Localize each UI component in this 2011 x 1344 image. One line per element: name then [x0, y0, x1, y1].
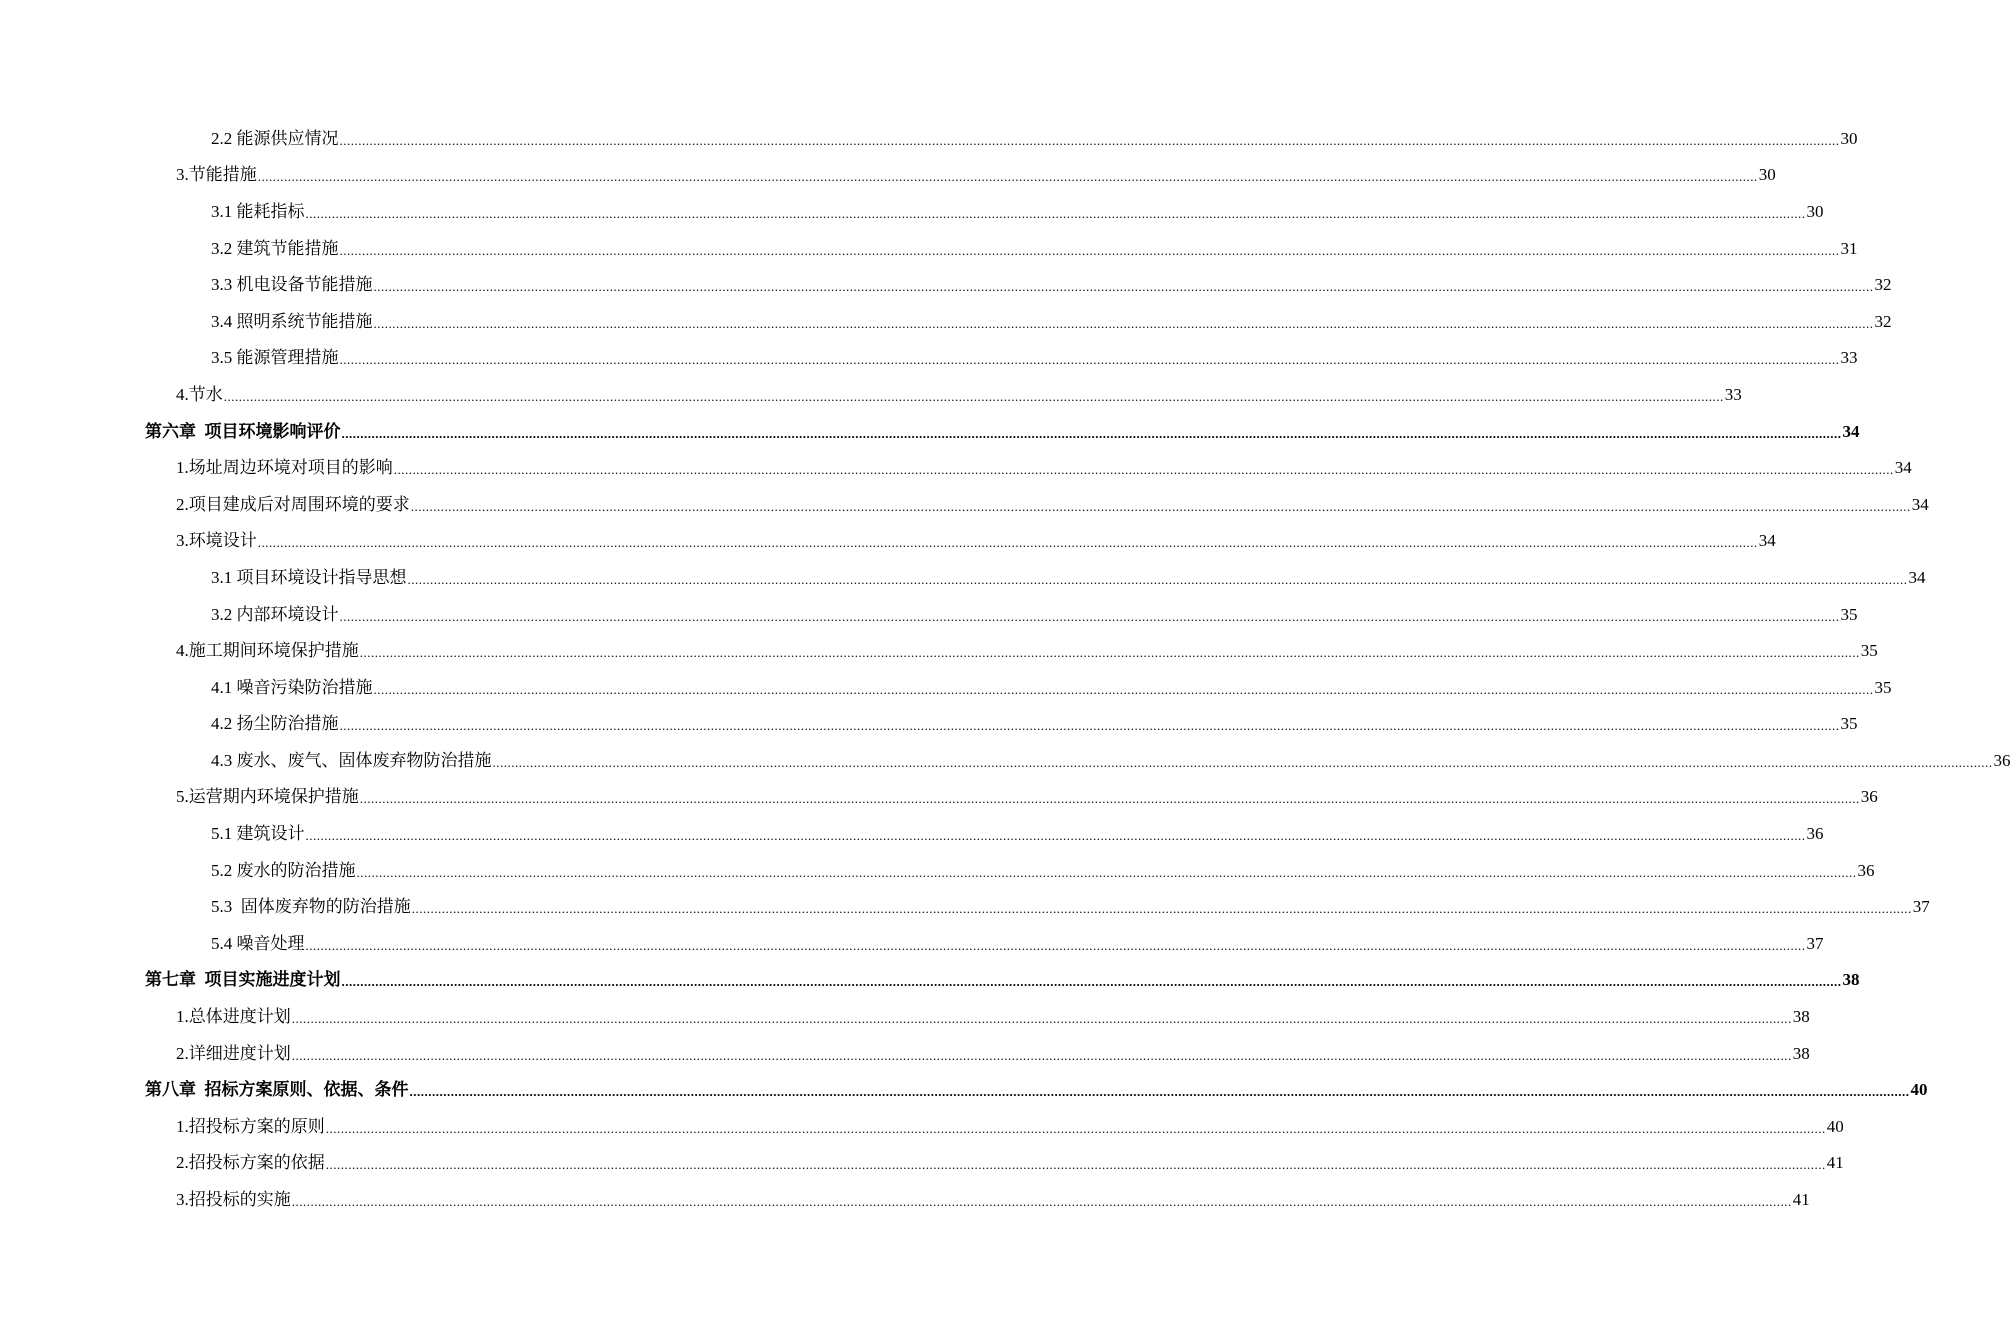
toc-entry-title: 3.2 建筑节能措施 — [211, 238, 339, 258]
toc-dot-leader: ................................................................................................................................................................................................................................................................................................................................................................................................................ — [291, 1047, 1792, 1063]
toc-entry-title: 4.3 废水、废气、固体废弃物防治措施 — [211, 750, 492, 770]
toc-entry-title: 1.场址周边环境对项目的影响 — [176, 458, 393, 478]
toc-entry-title: 3.1 项目环境设计指导思想 — [211, 567, 407, 587]
toc-entry[interactable] — [0, 376, 1742, 413]
toc-entry-title: 3.3 机电设备节能措施 — [211, 275, 373, 295]
toc-dot-leader: ................................................................................................................................................................................................................................................................................................................................................................................................................ — [325, 1120, 1826, 1136]
toc-dot-leader: ................................................................................................................................................................................................................................................................................................................................................................................................................ — [359, 645, 1860, 661]
toc-dot-leader: ................................................................................................................................................................................................................................................................................................................................................................................................................ — [410, 498, 1911, 514]
toc-dot-leader: ................................................................................................................................................................................................................................................................................................................................................................................................................ — [492, 754, 1993, 770]
toc-entry[interactable] — [0, 742, 2011, 779]
toc-entry-title: 第八章 招标方案原则、依据、条件 — [145, 1080, 409, 1100]
toc-entry[interactable] — [0, 1145, 1844, 1182]
toc-entry-page-number: 40 — [1826, 1116, 1844, 1136]
toc-entry-title: 4.1 噪音污染防治措施 — [211, 677, 373, 697]
toc-dot-leader: ................................................................................................................................................................................................................................................................................................................................................................................................................ — [339, 132, 1840, 148]
toc-entry-page-number: 30 — [1840, 128, 1858, 148]
toc-entry[interactable] — [0, 1108, 1844, 1145]
toc-entry-page-number: 31 — [1840, 238, 1858, 258]
toc-dot-leader: ................................................................................................................................................................................................................................................................................................................................................................................................................ — [291, 1011, 1792, 1027]
toc-entry-title: 第六章 项目环境影响评价 — [145, 421, 341, 441]
toc-dot-leader: ................................................................................................................................................................................................................................................................................................................................................................................................................ — [223, 388, 1724, 404]
toc-entry-page-number: 41 — [1826, 1153, 1844, 1173]
toc-entry-page-number: 30 — [1758, 165, 1776, 185]
toc-entry-title: 3.2 内部环境设计 — [211, 604, 339, 624]
toc-entry[interactable] — [0, 230, 1858, 267]
toc-dot-leader: ................................................................................................................................................................................................................................................................................................................................................................................................................ — [257, 535, 1758, 551]
toc-entry-page-number: 38 — [1842, 970, 1860, 990]
toc-entry-title: 2.详细进度计划 — [176, 1043, 291, 1063]
toc-dot-leader: ................................................................................................................................................................................................................................................................................................................................................................................................................ — [339, 608, 1840, 624]
toc-dot-leader: ................................................................................................................................................................................................................................................................................................................................................................................................................ — [341, 425, 1842, 441]
toc-dot-leader: ................................................................................................................................................................................................................................................................................................................................................................................................................ — [393, 462, 1894, 478]
toc-entry-title: 5.运营期内环境保护措施 — [176, 787, 359, 807]
toc-entry-page-number: 32 — [1874, 275, 1892, 295]
toc-dot-leader: ................................................................................................................................................................................................................................................................................................................................................................................................................ — [341, 974, 1842, 990]
toc-entry-page-number: 32 — [1874, 311, 1892, 331]
toc-dot-leader: ................................................................................................................................................................................................................................................................................................................................................................................................................ — [409, 1084, 1910, 1100]
toc-entry-title: 3.1 能耗指标 — [211, 201, 305, 221]
toc-entry[interactable] — [0, 632, 1878, 669]
toc-dot-leader: ................................................................................................................................................................................................................................................................................................................................................................................................................ — [373, 315, 1874, 331]
toc-entry-page-number: 36 — [1860, 787, 1878, 807]
toc-entry-page-number: 33 — [1724, 384, 1742, 404]
toc-entry-page-number: 34 — [1908, 567, 1926, 587]
toc-dot-leader: ................................................................................................................................................................................................................................................................................................................................................................................................................ — [359, 791, 1860, 807]
toc-entry-page-number: 37 — [1912, 897, 1930, 917]
toc-entry-title: 4.施工期间环境保护措施 — [176, 641, 359, 661]
toc-entry[interactable] — [0, 962, 1860, 999]
toc-entry-title: 3.招投标的实施 — [176, 1190, 291, 1210]
toc-entry[interactable] — [0, 815, 1824, 852]
toc-entry-title: 4.节水 — [176, 384, 223, 404]
toc-entry-page-number: 36 — [1993, 750, 2011, 770]
table-of-contents — [0, 120, 2011, 1218]
toc-entry[interactable] — [0, 486, 1929, 523]
toc-entry-page-number: 36 — [1857, 860, 1875, 880]
toc-entry[interactable] — [0, 1071, 1928, 1108]
toc-entry[interactable] — [0, 852, 1875, 889]
toc-entry-title: 3.节能措施 — [176, 165, 257, 185]
toc-entry-page-number: 36 — [1806, 824, 1824, 844]
toc-dot-leader: ................................................................................................................................................................................................................................................................................................................................................................................................................ — [373, 681, 1874, 697]
toc-dot-leader: ................................................................................................................................................................................................................................................................................................................................................................................................................ — [407, 571, 1908, 587]
toc-entry-title: 1.总体进度计划 — [176, 1007, 291, 1027]
toc-entry-title: 3.4 照明系统节能措施 — [211, 311, 373, 331]
toc-dot-leader: ................................................................................................................................................................................................................................................................................................................................................................................................................ — [339, 242, 1840, 258]
toc-entry[interactable] — [0, 669, 1892, 706]
toc-entry-page-number: 34 — [1894, 458, 1912, 478]
toc-dot-leader: ................................................................................................................................................................................................................................................................................................................................................................................................................ — [373, 279, 1874, 295]
toc-entry[interactable] — [0, 559, 1926, 596]
toc-dot-leader: ................................................................................................................................................................................................................................................................................................................................................................................................................ — [411, 901, 1912, 917]
toc-entry-title: 2.招投标方案的依据 — [176, 1153, 325, 1173]
toc-entry-page-number: 41 — [1792, 1190, 1810, 1210]
toc-entry-page-number: 35 — [1860, 641, 1878, 661]
toc-dot-leader: ................................................................................................................................................................................................................................................................................................................................................................................................................ — [305, 205, 1806, 221]
toc-entry-page-number: 38 — [1792, 1007, 1810, 1027]
toc-entry-page-number: 35 — [1840, 714, 1858, 734]
toc-dot-leader: ................................................................................................................................................................................................................................................................................................................................................................................................................ — [291, 1194, 1792, 1210]
toc-entry[interactable] — [0, 193, 1824, 230]
toc-entry[interactable] — [0, 449, 1912, 486]
toc-entry[interactable] — [0, 596, 1858, 633]
toc-entry[interactable] — [0, 998, 1810, 1035]
toc-dot-leader: ................................................................................................................................................................................................................................................................................................................................................................................................................ — [339, 352, 1840, 368]
toc-entry[interactable] — [0, 1035, 1810, 1072]
toc-entry-title: 5.2 废水的防治措施 — [211, 860, 356, 880]
toc-entry-title: 2.项目建成后对周围环境的要求 — [176, 494, 410, 514]
toc-entry-page-number: 35 — [1874, 677, 1892, 697]
toc-entry[interactable] — [0, 413, 1860, 450]
toc-entry-page-number: 38 — [1792, 1043, 1810, 1063]
toc-entry-title: 3.5 能源管理措施 — [211, 348, 339, 368]
toc-entry-page-number: 33 — [1840, 348, 1858, 368]
toc-entry-page-number: 37 — [1806, 933, 1824, 953]
toc-entry-page-number: 40 — [1910, 1080, 1928, 1100]
toc-entry[interactable] — [0, 120, 1858, 157]
toc-entry[interactable] — [0, 1181, 1810, 1218]
toc-entry-title: 5.4 噪音处理 — [211, 933, 305, 953]
toc-dot-leader: ................................................................................................................................................................................................................................................................................................................................................................................................................ — [339, 718, 1840, 734]
toc-entry[interactable] — [0, 888, 1930, 925]
toc-entry-page-number: 35 — [1840, 604, 1858, 624]
toc-entry[interactable] — [0, 706, 1858, 743]
toc-entry-title: 4.2 扬尘防治措施 — [211, 714, 339, 734]
toc-dot-leader: ................................................................................................................................................................................................................................................................................................................................................................................................................ — [305, 937, 1806, 953]
toc-entry-page-number: 34 — [1758, 531, 1776, 551]
toc-entry-title: 5.3 固体废弃物的防治措施 — [211, 897, 411, 917]
toc-dot-leader: ................................................................................................................................................................................................................................................................................................................................................................................................................ — [325, 1157, 1826, 1173]
toc-entry-title: 5.1 建筑设计 — [211, 824, 305, 844]
toc-entry-title: 1.招投标方案的原则 — [176, 1116, 325, 1136]
toc-entry-title: 3.环境设计 — [176, 531, 257, 551]
toc-entry[interactable] — [0, 266, 1892, 303]
toc-entry-title: 2.2 能源供应情况 — [211, 128, 339, 148]
toc-dot-leader: ................................................................................................................................................................................................................................................................................................................................................................................................................ — [305, 828, 1806, 844]
toc-entry-page-number: 34 — [1842, 421, 1860, 441]
toc-entry[interactable] — [0, 925, 1824, 962]
toc-entry-title: 第七章 项目实施进度计划 — [145, 970, 341, 990]
toc-dot-leader: ................................................................................................................................................................................................................................................................................................................................................................................................................ — [356, 864, 1857, 880]
toc-entry[interactable] — [0, 303, 1892, 340]
toc-entry-page-number: 30 — [1806, 201, 1824, 221]
toc-entry[interactable] — [0, 523, 1776, 560]
toc-entry[interactable] — [0, 779, 1878, 816]
toc-entry[interactable] — [0, 340, 1858, 377]
toc-entry[interactable] — [0, 157, 1776, 194]
toc-dot-leader: ................................................................................................................................................................................................................................................................................................................................................................................................................ — [257, 169, 1758, 185]
toc-entry-page-number: 34 — [1911, 494, 1929, 514]
